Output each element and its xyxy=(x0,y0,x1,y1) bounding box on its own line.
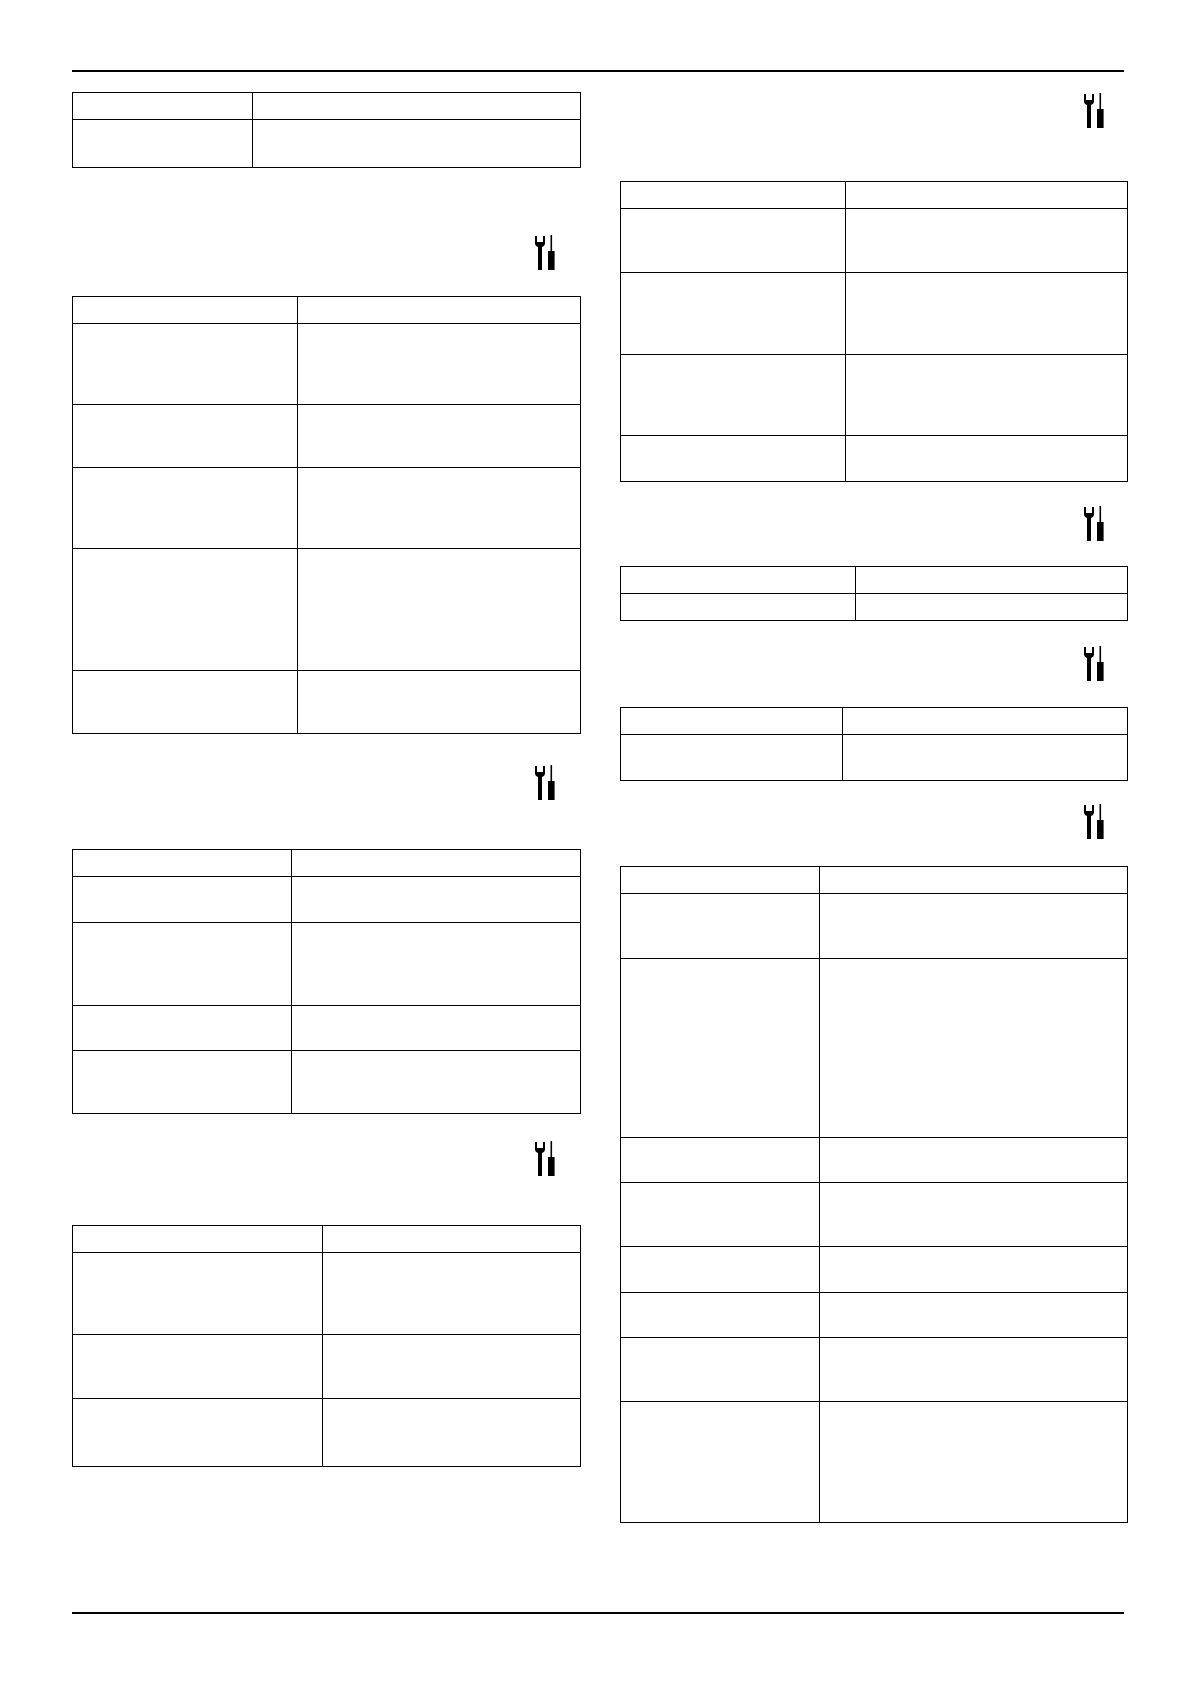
table-row xyxy=(73,324,581,405)
table-cell xyxy=(73,405,298,468)
table-row xyxy=(73,297,581,324)
table-cell xyxy=(621,1138,820,1183)
wrench-screwdriver-icon xyxy=(1082,645,1106,683)
table-row xyxy=(621,567,1128,594)
table-cell xyxy=(73,671,298,734)
table-cell xyxy=(73,1051,292,1114)
table-cell xyxy=(73,923,292,1006)
table-cell xyxy=(820,1293,1128,1338)
left-table-3 xyxy=(72,849,581,1114)
table-cell xyxy=(621,209,846,273)
table-cell xyxy=(621,355,846,436)
table-cell xyxy=(820,1402,1128,1523)
table-cell xyxy=(292,850,581,877)
table-cell xyxy=(621,436,846,482)
table-row xyxy=(621,182,1128,209)
table-cell xyxy=(621,735,843,781)
table-cell xyxy=(298,405,581,468)
table-cell xyxy=(820,959,1128,1138)
table-row xyxy=(73,671,581,734)
table-row xyxy=(621,1247,1128,1293)
table-cell xyxy=(298,549,581,671)
table-row xyxy=(621,1138,1128,1183)
table-row xyxy=(73,1253,581,1335)
table-row xyxy=(621,1183,1128,1247)
table-row xyxy=(73,1399,581,1467)
table-cell xyxy=(292,923,581,1006)
table-cell xyxy=(73,1226,323,1253)
table-cell xyxy=(298,324,581,405)
table-cell xyxy=(621,273,846,355)
left-table-2 xyxy=(72,296,581,734)
table-cell xyxy=(820,867,1128,894)
wrench-screwdriver-icon xyxy=(533,764,557,802)
table-cell xyxy=(298,671,581,734)
table-cell xyxy=(820,1138,1128,1183)
table-row xyxy=(73,549,581,671)
table-cell xyxy=(73,1335,323,1399)
left-table-1 xyxy=(72,92,581,168)
table-row xyxy=(621,1338,1128,1402)
table-row xyxy=(621,436,1128,482)
table-row xyxy=(621,594,1128,621)
table-cell xyxy=(73,93,253,120)
table-row xyxy=(73,850,581,877)
table-cell xyxy=(73,1399,323,1467)
table-row xyxy=(73,120,581,168)
table-row xyxy=(73,877,581,923)
table-row xyxy=(73,1335,581,1399)
table-cell xyxy=(73,850,292,877)
table-row xyxy=(73,468,581,549)
wrench-screwdriver-icon xyxy=(1082,92,1106,130)
right-table-3 xyxy=(620,707,1128,781)
table-cell xyxy=(820,1183,1128,1247)
table-row xyxy=(621,209,1128,273)
table-cell xyxy=(621,1183,820,1247)
table-cell xyxy=(298,468,581,549)
table-cell xyxy=(846,273,1128,355)
table-cell xyxy=(292,1006,581,1051)
table-row xyxy=(73,405,581,468)
table-row xyxy=(621,959,1128,1138)
table-row xyxy=(621,273,1128,355)
wrench-screwdriver-icon xyxy=(1082,505,1106,543)
table-cell xyxy=(73,120,253,168)
table-cell xyxy=(323,1226,581,1253)
table-row xyxy=(621,894,1128,959)
table-cell xyxy=(298,297,581,324)
footer-rule xyxy=(72,1612,1124,1614)
table-cell xyxy=(621,567,856,594)
table-row xyxy=(621,708,1128,735)
table-cell xyxy=(846,436,1128,482)
table-row xyxy=(621,867,1128,894)
table-cell xyxy=(73,468,298,549)
table-cell xyxy=(621,1402,820,1523)
table-cell xyxy=(820,1247,1128,1293)
table-cell xyxy=(846,209,1128,273)
table-cell xyxy=(843,735,1128,781)
wrench-screwdriver-icon xyxy=(533,234,557,272)
table-cell xyxy=(323,1399,581,1467)
table-cell xyxy=(621,594,856,621)
table-row xyxy=(621,735,1128,781)
table-cell xyxy=(846,355,1128,436)
table-row xyxy=(73,1006,581,1051)
left-table-4 xyxy=(72,1225,581,1467)
table-cell xyxy=(621,182,846,209)
wrench-screwdriver-icon xyxy=(533,1140,557,1178)
table-cell xyxy=(846,182,1128,209)
table-cell xyxy=(73,877,292,923)
table-row xyxy=(621,355,1128,436)
table-cell xyxy=(292,1051,581,1114)
table-cell xyxy=(323,1335,581,1399)
table-cell xyxy=(323,1253,581,1335)
right-table-4 xyxy=(620,866,1128,1523)
table-cell xyxy=(621,959,820,1138)
table-cell xyxy=(820,894,1128,959)
table-cell xyxy=(843,708,1128,735)
table-cell xyxy=(292,877,581,923)
table-cell xyxy=(621,894,820,959)
table-cell xyxy=(621,1338,820,1402)
wrench-screwdriver-icon xyxy=(1082,803,1106,841)
table-cell xyxy=(73,1006,292,1051)
table-cell xyxy=(253,120,581,168)
table-row xyxy=(73,1226,581,1253)
table-cell xyxy=(73,549,298,671)
table-row xyxy=(73,923,581,1006)
right-table-1 xyxy=(620,181,1128,482)
table-cell xyxy=(856,594,1128,621)
table-row xyxy=(73,1051,581,1114)
right-table-2 xyxy=(620,566,1128,621)
table-cell xyxy=(253,93,581,120)
table-cell xyxy=(73,297,298,324)
table-cell xyxy=(621,708,843,735)
table-cell xyxy=(856,567,1128,594)
table-cell xyxy=(621,1247,820,1293)
table-row xyxy=(621,1293,1128,1338)
table-cell xyxy=(73,324,298,405)
header-rule xyxy=(72,70,1124,72)
table-cell xyxy=(621,867,820,894)
table-row xyxy=(621,1402,1128,1523)
table-cell xyxy=(73,1253,323,1335)
table-row xyxy=(73,93,581,120)
table-cell xyxy=(820,1338,1128,1402)
table-cell xyxy=(621,1293,820,1338)
